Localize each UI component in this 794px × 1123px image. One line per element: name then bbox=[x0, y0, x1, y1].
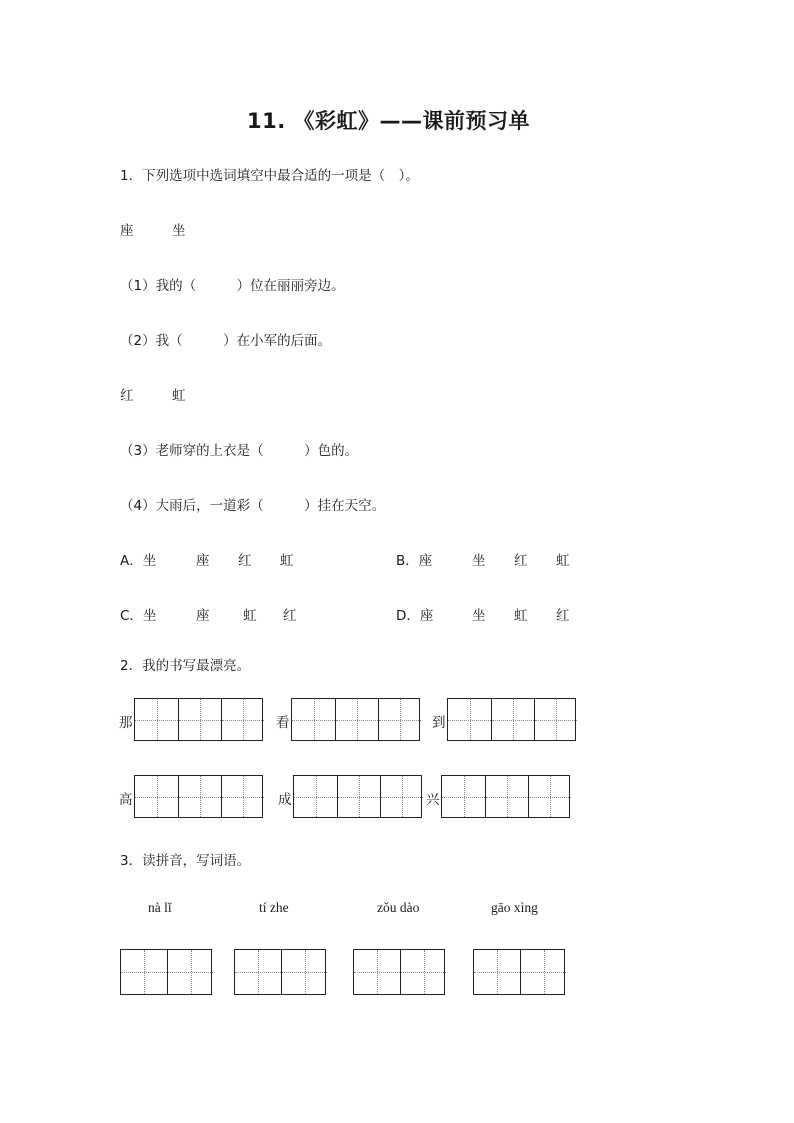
grid-cell[interactable] bbox=[354, 950, 400, 994]
grid-cell[interactable] bbox=[167, 950, 213, 994]
practice-character: 到 bbox=[432, 715, 446, 731]
grid-cell[interactable] bbox=[178, 699, 221, 740]
grid-cell[interactable] bbox=[281, 950, 327, 994]
option-d-label: D．座 bbox=[396, 608, 434, 624]
grid-cell[interactable] bbox=[380, 776, 423, 817]
word-zuo-sit: 坐 bbox=[172, 223, 186, 239]
practice-character: 高 bbox=[119, 792, 133, 808]
grid-cell[interactable] bbox=[221, 776, 264, 817]
grid-cell[interactable] bbox=[491, 699, 534, 740]
practice-character: 成 bbox=[278, 792, 292, 808]
grid-cell[interactable] bbox=[442, 776, 485, 817]
practice-character: 那 bbox=[119, 715, 133, 731]
pinyin-nali: nà lǐ bbox=[148, 900, 172, 915]
question-3-prompt: 3．读拼音，写词语。 bbox=[120, 853, 251, 869]
grid-cell[interactable] bbox=[337, 776, 380, 817]
option-a-word: 红 bbox=[238, 553, 252, 569]
question-2-prompt: 2．我的书写最漂亮。 bbox=[120, 658, 251, 674]
pinyin-tizhe: tí zhe bbox=[259, 900, 289, 915]
option-d-word: 红 bbox=[556, 608, 570, 624]
option-c-word: 红 bbox=[283, 608, 297, 624]
worksheet-title: 11. 《彩虹》——课前预习单 bbox=[247, 109, 531, 133]
option-d-word: 坐 bbox=[472, 608, 486, 624]
option-b-label: B．座 bbox=[396, 553, 433, 569]
grid-cell[interactable] bbox=[221, 699, 264, 740]
grid-cell[interactable] bbox=[135, 699, 178, 740]
grid-cell[interactable] bbox=[135, 776, 178, 817]
option-c-word: 虹 bbox=[243, 608, 257, 624]
option-b-word: 虹 bbox=[556, 553, 570, 569]
grid-cell[interactable] bbox=[235, 950, 281, 994]
grid-cell[interactable] bbox=[178, 776, 221, 817]
pinyin-zoudao: zǒu dào bbox=[377, 900, 420, 915]
sentence-3: （3）老师穿的上衣是（ ）色的。 bbox=[120, 443, 359, 459]
writing-grid[interactable] bbox=[134, 775, 263, 818]
option-c-word: 座 bbox=[196, 608, 210, 624]
sentence-4: （4）大雨后，一道彩（ ）挂在天空。 bbox=[120, 498, 386, 514]
option-a-word: 座 bbox=[196, 553, 210, 569]
grid-cell[interactable] bbox=[485, 776, 528, 817]
grid-cell[interactable] bbox=[474, 950, 520, 994]
writing-grid[interactable] bbox=[134, 698, 263, 741]
practice-character: 兴 bbox=[426, 792, 440, 808]
practice-character: 看 bbox=[276, 715, 290, 731]
option-c-label: C．坐 bbox=[120, 608, 157, 624]
sentence-1: （1）我的（ ）位在丽丽旁边。 bbox=[120, 278, 345, 294]
sentence-2: （2）我（ ）在小军的后面。 bbox=[120, 333, 332, 349]
grid-cell[interactable] bbox=[534, 699, 577, 740]
grid-cell[interactable] bbox=[292, 699, 335, 740]
writing-grid[interactable] bbox=[234, 949, 326, 995]
writing-grid[interactable] bbox=[120, 949, 212, 995]
grid-cell[interactable] bbox=[121, 950, 167, 994]
option-b-word: 红 bbox=[514, 553, 528, 569]
question-1-prompt: 1．下列选项中选词填空中最合适的一项是（ ）。 bbox=[120, 168, 419, 184]
option-d-word: 虹 bbox=[514, 608, 528, 624]
writing-grid[interactable] bbox=[291, 698, 420, 741]
pinyin-gaoxing: gāo xìng bbox=[491, 900, 538, 915]
writing-grid[interactable] bbox=[441, 775, 570, 818]
option-a-word: 虹 bbox=[280, 553, 294, 569]
word-hong-red: 红 bbox=[120, 388, 134, 404]
grid-cell[interactable] bbox=[520, 950, 566, 994]
grid-cell[interactable] bbox=[378, 699, 421, 740]
grid-cell[interactable] bbox=[400, 950, 446, 994]
grid-cell[interactable] bbox=[528, 776, 571, 817]
grid-cell[interactable] bbox=[294, 776, 337, 817]
writing-grid[interactable] bbox=[353, 949, 445, 995]
option-b-word: 坐 bbox=[472, 553, 486, 569]
option-a-label: A．坐 bbox=[120, 553, 157, 569]
writing-grid[interactable] bbox=[473, 949, 565, 995]
writing-grid[interactable] bbox=[293, 775, 422, 818]
writing-grid[interactable] bbox=[447, 698, 576, 741]
grid-cell[interactable] bbox=[448, 699, 491, 740]
word-zuo-seat: 座 bbox=[120, 223, 134, 239]
grid-cell[interactable] bbox=[335, 699, 378, 740]
word-hong-rainbow: 虹 bbox=[172, 388, 186, 404]
